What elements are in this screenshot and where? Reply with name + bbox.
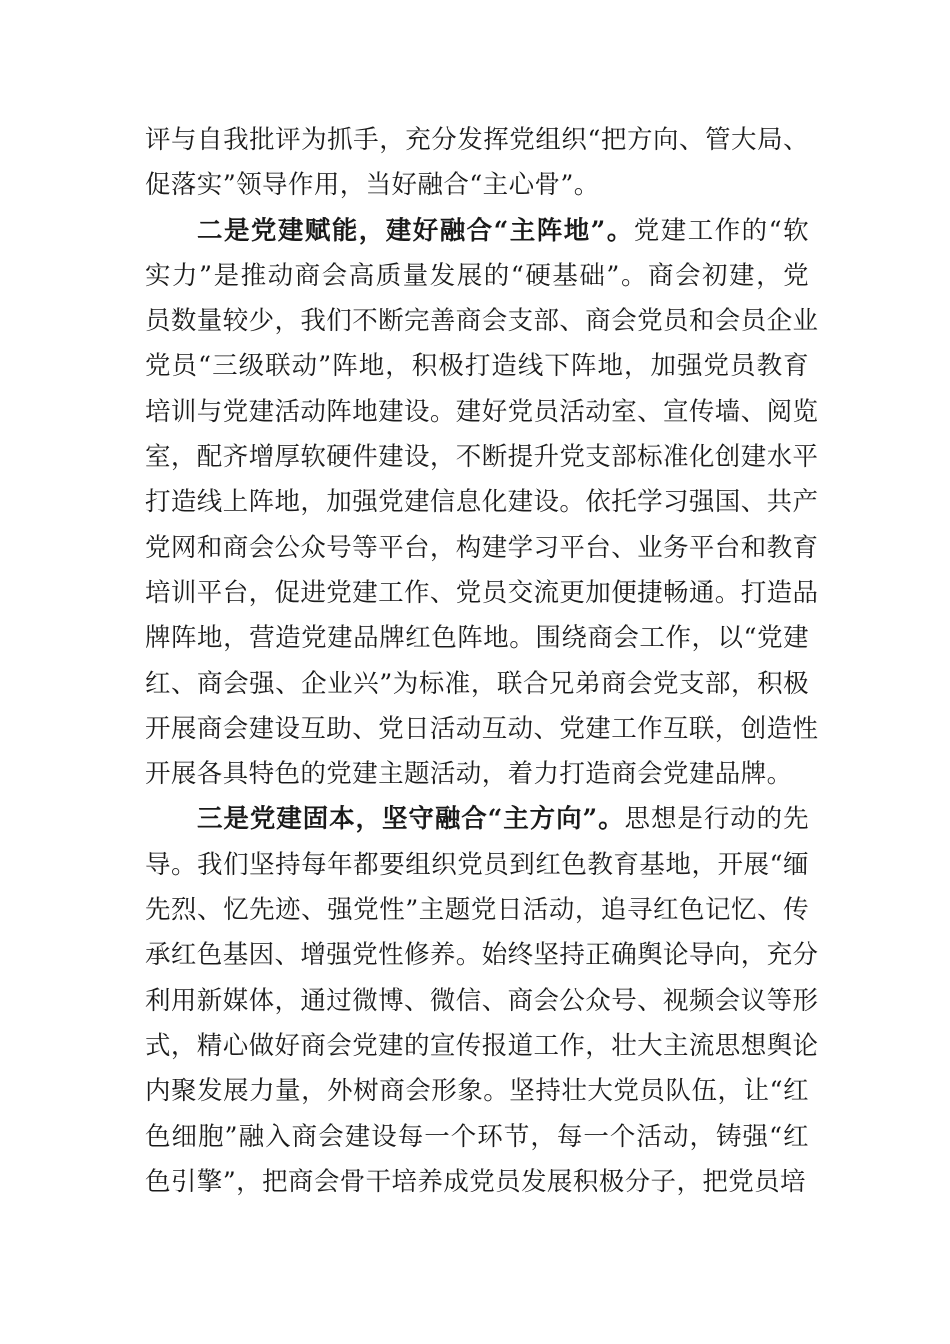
text-line: 培训平台，促进党建工作、党员交流更加便捷畅通。打造品: [145, 577, 819, 608]
text-line: 促落实”领导作用，当好融合“主心骨”。: [145, 170, 600, 201]
text-line: 评与自我批评为抓手，充分发挥党组织“把方向、管大局、: [145, 125, 809, 155]
text-line: 开展各具特色的党建主题活动，着力打造商会党建品牌。: [145, 759, 793, 790]
paragraph-heading: 三是党建固本，坚守融合“主方向”。: [197, 804, 625, 835]
text-line: 党网和商会公众号等平台，构建学习平台、业务平台和教育: [145, 532, 819, 563]
text-run: 党建工作的“软: [633, 215, 809, 246]
text-line: 培训与党建活动阵地建设。建好党员活动室、宣传墙、阅览: [145, 396, 819, 427]
text-line: 实力”是推动商会高质量发展的“硬基础”。商会初建，党: [145, 260, 809, 291]
paragraph-heading: 二是党建赋能，建好融合“主阵地”。: [197, 215, 634, 246]
text-line: 员数量较少，我们不断完善商会支部、商会党员和会员企业: [145, 306, 819, 337]
paragraph-first-line: [145, 209, 809, 254]
text-line: 红、商会强、企业兴”为标准，联合兄弟商会党支部，积极: [145, 668, 809, 699]
text-line: 承红色基因、增强党性修养。始终坚持正确舆论导向，充分: [145, 940, 819, 971]
paragraph-first-line: [145, 797, 809, 842]
text-line: 党员“三级联动”阵地，积极打造线下阵地，加强党员教育: [145, 351, 809, 382]
text-line: 利用新媒体，通过微博、微信、商会公众号、视频会议等形: [145, 985, 819, 1016]
text-line: 室，配齐增厚软硬件建设，不断提升党支部标准化创建水平: [145, 442, 819, 473]
text-line: 开展商会建设互助、党日活动互动、党建工作互联，创造性: [145, 713, 819, 744]
text-line: 式，精心做好商会党建的宣传报道工作，壮大主流思想舆论: [145, 1030, 819, 1061]
text-line: 打造线上阵地，加强党建信息化建设。依托学习强国、共产: [145, 487, 819, 518]
text-run: 思想是行动的先: [624, 804, 809, 835]
text-line: 内聚发展力量，外树商会形象。坚持壮大党员队伍，让“红: [145, 1076, 809, 1107]
text-line: 先烈、忆先迹、强党性”主题党日活动，追寻红色记忆、传: [145, 895, 809, 926]
text-line: 色细胞”融入商会建设每一个环节，每一个活动，铸强“红: [145, 1121, 809, 1152]
text-line: 导。我们坚持每年都要组织党员到红色教育基地，开展“缅: [145, 849, 809, 880]
document-body: [145, 118, 819, 1205]
text-line: 色引擎”，把商会骨干培养成党员发展积极分子，把党员培: [145, 1166, 806, 1197]
text-line: 牌阵地，营造党建品牌红色阵地。围绕商会工作，以“党建: [145, 623, 809, 654]
